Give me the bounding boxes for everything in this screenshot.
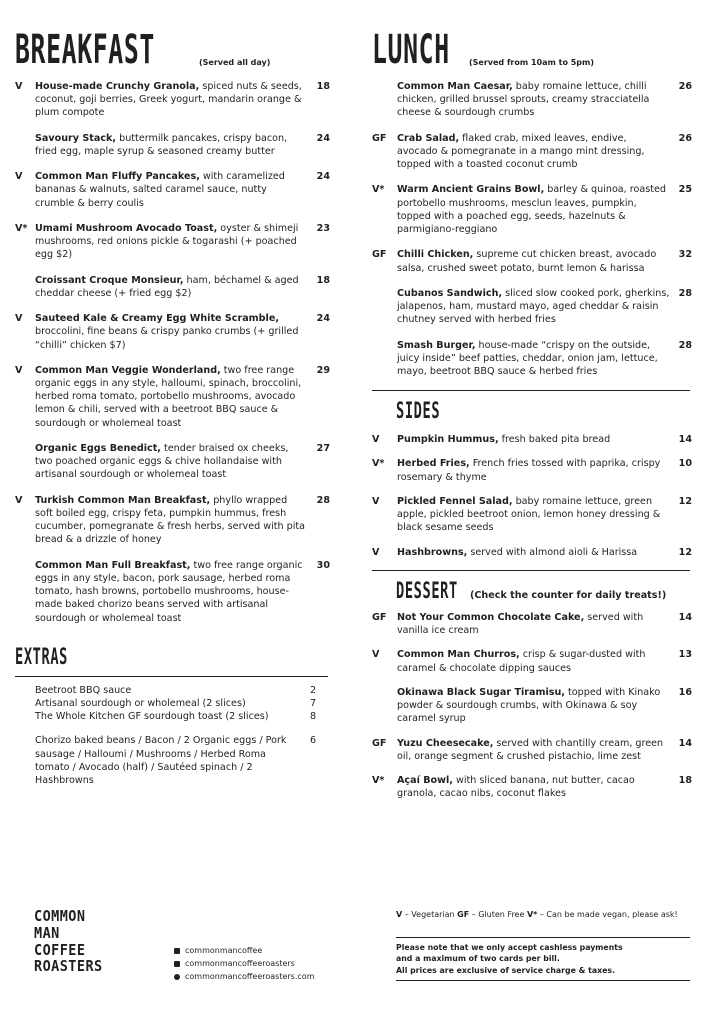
sides-header xyxy=(372,401,692,423)
item-details: supreme cut chicken breast, avocado salsa, crushed sweet potato, burnt lemon & harissa xyxy=(397,249,657,274)
item-name: Pumpkin Hummus, xyxy=(397,434,499,446)
diet-tag: GF xyxy=(372,132,387,144)
item-details: fresh baked pita bread xyxy=(498,434,611,446)
item-details: oyster & shimeji mushrooms, red onions pickle & togarashi (+ poached egg $2) xyxy=(35,222,299,261)
item-price: 12 xyxy=(678,546,692,558)
item-description xyxy=(35,274,308,300)
item-price: 28 xyxy=(678,339,692,351)
menu-item xyxy=(372,248,692,274)
item-name: Warm Ancient Grains Bowl, xyxy=(397,184,545,196)
item-description xyxy=(397,495,670,535)
item-details: house-made “crispy on the outside, juicy inside” beef patties, cheddar, onion jam, lettuce, mayo, beetroot BBQ sauce & herbed fries xyxy=(397,339,658,377)
diet-tag: V xyxy=(15,494,23,506)
item-name: Common Man Veggie Wonderland, xyxy=(35,364,221,376)
item-price: 24 xyxy=(316,171,330,183)
item-description xyxy=(397,457,670,483)
diet-tag: V xyxy=(15,171,23,183)
sides-list xyxy=(372,433,692,559)
item-description xyxy=(397,433,670,446)
item-name: Hashbrowns, xyxy=(397,546,468,558)
item-details: with caramelized bananas & walnuts, salted caramel sauce, nutty crumble & berry coulis xyxy=(35,171,285,209)
item-name: Not Your Common Chocolate Cake, xyxy=(397,611,585,623)
item-description xyxy=(35,132,308,158)
social-instagram[interactable]: commonmancoffee xyxy=(174,944,314,957)
facebook-icon xyxy=(174,961,180,967)
item-price: 18 xyxy=(678,774,692,786)
item-price: 16 xyxy=(678,686,692,698)
item-details: baby romaine lettuce, green apple, pickled beetroot onion, lemon honey dressing & black sesame seeds xyxy=(397,495,661,534)
menu-item xyxy=(15,80,330,120)
extras-row: Beetroot BBQ sauce 2 xyxy=(35,684,317,696)
item-price: 29 xyxy=(316,364,330,376)
item-name: House-made Crunchy Granola, xyxy=(35,81,200,92)
item-price: 27 xyxy=(316,442,330,454)
item-name: Turkish Common Man Breakfast, xyxy=(35,494,211,506)
menu-item xyxy=(372,287,692,327)
item-details: two free range organic eggs in any style, bacon, pork sausage, herbed roma tomato, hash browns, portobello mushrooms, house-made baked chorizo beans served with artisanal sourdough or wholemeal toast xyxy=(35,559,303,624)
item-description xyxy=(35,80,308,120)
item-description xyxy=(397,648,670,674)
item-name: Savoury Stack, xyxy=(35,132,117,144)
menu-item xyxy=(15,312,330,352)
item-details: served with almond aioli & Harissa xyxy=(467,546,638,558)
payment-notice: Please note that we only accept cashless payments and a maximum of two cards per bill. All prices are exclusive of service charge & taxes. xyxy=(396,937,690,981)
diet-tag xyxy=(15,132,35,158)
item-name: Cubanos Sandwich, xyxy=(397,287,503,299)
item-price: 28 xyxy=(678,287,692,299)
dessert-subtitle: (Check the counter for daily treats!) xyxy=(470,589,667,601)
diet-tag xyxy=(372,339,397,379)
item-name: Common Man Churros, xyxy=(397,649,520,661)
item-price: 23 xyxy=(316,222,330,234)
left-column xyxy=(15,27,330,787)
item-details: flaked crab, mixed leaves, endive, avocado & pomegranate in a mango mint dressing, topped with a toasted coconut crumb xyxy=(397,132,645,171)
item-description xyxy=(397,248,670,274)
diet-tag xyxy=(15,442,35,482)
menu-item xyxy=(15,559,330,625)
menu-item xyxy=(372,433,692,446)
diet-tag: V* xyxy=(372,458,385,470)
dessert-header xyxy=(372,578,692,604)
item-details: buttermilk pancakes, crispy bacon, fried egg, maple syrup & seasoned creamy butter xyxy=(35,132,288,157)
extras-row: Artisanal sourdough or wholemeal (2 slices) 7 xyxy=(35,697,317,709)
item-price: 30 xyxy=(316,559,330,571)
item-name: Herbed Fries, xyxy=(397,458,470,470)
menu-item xyxy=(372,648,692,674)
sides-divider xyxy=(372,570,690,571)
item-price: 12 xyxy=(678,495,692,507)
item-name: Common Man Fluffy Pancakes, xyxy=(35,171,200,183)
item-details: served with chantilly cream, green oil, orange segment & crushed pistachio, lime zest xyxy=(397,737,664,762)
item-details: baby romaine lettuce, chilli chicken, grilled brussel sprouts, creamy stracciatella cheese & sourdough crumbs xyxy=(397,81,650,119)
item-price: 26 xyxy=(678,132,692,144)
item-name: Common Man Caesar, xyxy=(397,81,513,92)
social-links xyxy=(174,944,314,984)
menu-item xyxy=(15,170,330,210)
menu-item xyxy=(372,686,692,726)
item-price: 10 xyxy=(678,458,692,470)
diet-tag xyxy=(372,80,397,120)
menu-item xyxy=(15,132,330,158)
lunch-subtitle: (Served from 10am to 5pm) xyxy=(469,57,595,67)
item-price: 14 xyxy=(678,434,692,446)
diet-tag: V* xyxy=(372,774,385,786)
item-description xyxy=(397,774,670,800)
item-details: served with vanilla ice cream xyxy=(397,611,644,637)
menu-item xyxy=(372,457,692,483)
menu-item xyxy=(372,611,692,637)
menu-item xyxy=(15,364,330,430)
extras-header xyxy=(15,644,330,670)
dessert-list xyxy=(372,611,692,801)
diet-tag: GF xyxy=(372,249,387,261)
item-name: Chilli Chicken, xyxy=(397,249,474,261)
item-details: with sliced banana, nut butter, cacao granola, cacao nibs, coconut flakes xyxy=(397,774,635,800)
diet-tag xyxy=(372,287,397,327)
item-details: topped with Kinako powder & sourdough crumbs, with Okinawa & soy caramel syrup xyxy=(397,686,661,725)
item-details: sliced slow cooked pork, gherkins, jalapenos, ham, mustard mayo, aged cheddar & raisin chutney served with herbed fries xyxy=(397,287,670,326)
diet-tag: V xyxy=(372,649,380,661)
item-description xyxy=(397,339,670,379)
item-price: 24 xyxy=(316,313,330,325)
item-details: ham, béchamel & aged cheddar cheese (+ fried egg $2) xyxy=(35,274,299,299)
diet-tag: V xyxy=(372,495,380,507)
item-description xyxy=(397,183,670,236)
item-description xyxy=(397,686,670,726)
item-price: 24 xyxy=(316,132,330,144)
dessert-title: DESSERT xyxy=(396,578,458,604)
diet-tag xyxy=(15,274,35,300)
item-price: 18 xyxy=(316,81,330,92)
diet-legend: V – Vegetarian GF – Gluten Free V* – Can be made vegan, please ask! xyxy=(396,910,678,919)
social-facebook[interactable]: commonmancoffeeroasters xyxy=(174,957,314,970)
menu-item xyxy=(15,442,330,482)
item-price: 32 xyxy=(678,249,692,261)
menu-item xyxy=(372,183,692,236)
breakfast-subtitle: (Served all day) xyxy=(199,57,271,67)
item-price: 18 xyxy=(316,274,330,286)
item-details: two free range organic eggs in any style, halloumi, spinach, broccolini, herbed roma tomato, portobello mushrooms, avocado lemon & chili, served with a beetroot BBQ sauce & sourdough or wholemeal toast xyxy=(35,364,302,429)
item-name: Açaí Bowl, xyxy=(397,774,453,786)
item-price: 28 xyxy=(316,494,330,506)
lunch-list xyxy=(372,80,692,378)
brand-logo: COMMON MAN COFFEE ROASTERS xyxy=(34,907,103,976)
item-details: phyllo wrapped soft boiled egg, crispy feta, pumpkin hummus, fresh cucumber, pomegranate & fresh herbs, served with pita bread & a drizzle of honey xyxy=(35,494,306,546)
menu-item xyxy=(15,274,330,300)
diet-tag: V* xyxy=(372,184,385,196)
item-description xyxy=(35,442,308,482)
item-name: Croissant Croque Monsieur, xyxy=(35,274,184,286)
diet-tag xyxy=(15,559,35,625)
extras-row: The Whole Kitchen GF sourdough toast (2 slices) 8 xyxy=(35,711,317,723)
diet-tag: V xyxy=(372,546,380,558)
menu-item xyxy=(372,80,692,120)
item-description xyxy=(397,737,670,763)
breakfast-list xyxy=(15,80,330,625)
item-description xyxy=(35,312,308,352)
menu-item xyxy=(372,132,692,172)
lunch-title: LUNCH xyxy=(372,27,450,73)
diet-tag: V* xyxy=(15,222,28,234)
item-price: 14 xyxy=(678,737,692,749)
item-price: 26 xyxy=(678,81,692,92)
item-name: Yuzu Cheesecake, xyxy=(397,737,494,749)
social-website[interactable]: commonmancoffeeroasters.com xyxy=(174,970,314,983)
item-price: 25 xyxy=(678,184,692,196)
diet-tag: GF xyxy=(372,737,387,749)
item-details: tender braised ox cheeks, two poached organic eggs & chive hollandaise with artisanal sourdough or wholemeal toast xyxy=(35,442,289,481)
diet-tag: V xyxy=(15,81,23,92)
item-name: Umami Mushroom Avocado Toast, xyxy=(35,222,218,234)
diet-tag xyxy=(372,686,397,726)
extras-divider xyxy=(15,676,328,677)
item-description xyxy=(35,364,308,430)
item-description xyxy=(35,559,308,625)
sides-title: SIDES xyxy=(396,399,441,425)
breakfast-header xyxy=(15,27,330,73)
item-details: spiced nuts & seeds, coconut, goji berries, Greek yogurt, mandarin orange & plum compote xyxy=(35,81,302,119)
diet-tag: GF xyxy=(372,611,387,623)
item-name: Okinawa Black Sugar Tiramisu, xyxy=(397,686,565,698)
lunch-header xyxy=(372,27,692,73)
breakfast-title: BREAKFAST xyxy=(15,27,155,73)
lunch-divider xyxy=(372,390,690,391)
menu-item xyxy=(372,737,692,763)
menu-item xyxy=(15,494,330,547)
instagram-icon xyxy=(174,948,180,954)
extras-list xyxy=(15,684,330,788)
diet-tag: V xyxy=(372,434,380,446)
item-name: Smash Burger, xyxy=(397,339,476,351)
extras-title: EXTRAS xyxy=(15,644,69,670)
diet-tag: V xyxy=(15,364,23,376)
menu-item xyxy=(15,222,330,262)
menu-item xyxy=(372,546,692,559)
item-price: 13 xyxy=(678,649,692,661)
menu-item xyxy=(372,774,692,800)
item-details: French fries tossed with paprika, crispy rosemary & thyme xyxy=(397,458,661,483)
item-name: Sauteed Kale & Creamy Egg White Scramble, xyxy=(35,313,279,325)
item-description xyxy=(397,611,670,637)
item-description xyxy=(35,170,308,210)
item-description xyxy=(35,494,308,547)
globe-icon xyxy=(174,974,180,980)
item-description xyxy=(35,222,308,262)
diet-tag: V xyxy=(15,313,23,325)
item-description xyxy=(397,80,670,120)
item-description xyxy=(397,132,670,172)
item-price: 14 xyxy=(678,611,692,623)
item-name: Organic Eggs Benedict, xyxy=(35,442,161,454)
item-details: crisp & sugar-dusted with caramel & chocolate dipping sauces xyxy=(397,649,646,674)
item-details: barley & quinoa, roasted portobello mushrooms, mesclun leaves, pumpkin, topped with a poached egg, seeds, hazelnuts & parmigiano-reggiano xyxy=(397,184,667,236)
menu-item xyxy=(372,495,692,535)
menu-item xyxy=(372,339,692,379)
right-column xyxy=(372,27,692,811)
item-details: broccolini, fine beans & crispy panko crumbs (+ grilled “chilli” chicken $7) xyxy=(35,326,299,351)
item-name: Crab Salad, xyxy=(397,132,460,144)
item-name: Common Man Full Breakfast, xyxy=(35,559,191,571)
extras-combo-row: Chorizo baked beans / Bacon / 2 Organic eggs / Pork sausage / Halloumi / Mushrooms / Herbed Roma tomato / Avocado (half) / Sautéed spinach / 2 Hashbrowns 6 xyxy=(35,735,317,787)
item-description xyxy=(397,546,670,559)
item-description xyxy=(397,287,670,327)
item-name: Pickled Fennel Salad, xyxy=(397,495,513,507)
